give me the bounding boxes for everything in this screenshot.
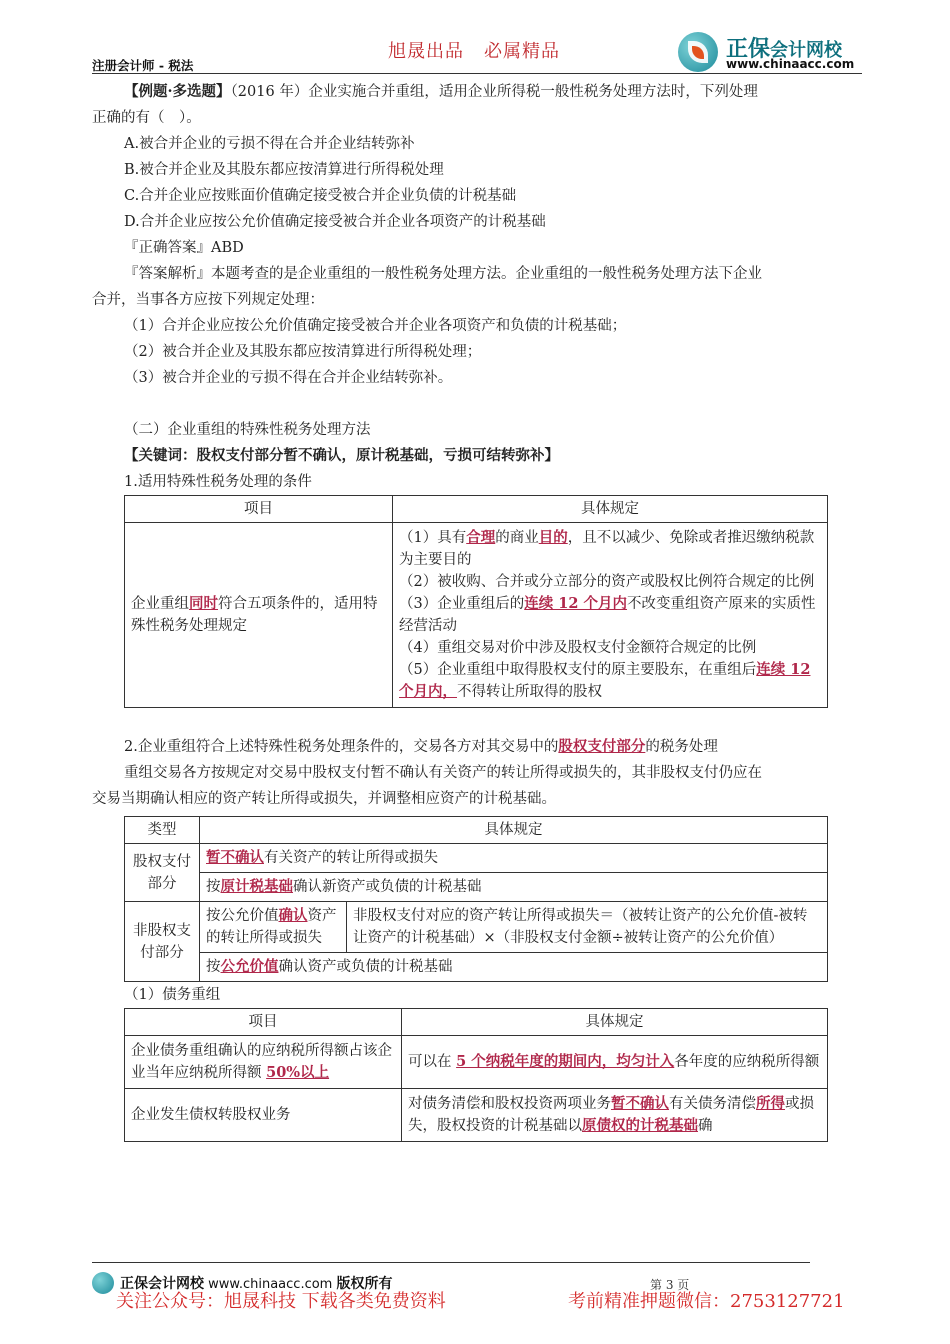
table-header: 项目 <box>125 1009 402 1036</box>
table-cell: 可以在 5 个纳税年度的期间内，均匀计入各年度的应纳税所得额 <box>402 1036 828 1089</box>
option-b: B.被合并企业及其股东都应按清算进行所得税处理 <box>124 162 444 178</box>
conditions-table <box>124 495 828 708</box>
section-keywords: 【关键词：股权支付部分暂不确认，原计税基础，亏损可结转弥补】 <box>124 447 559 464</box>
option-d: D.合并企业应按公允价值确定接受被合并企业各项资产的计税基础 <box>124 214 546 230</box>
table-cell: 暂不确认有关资产的转让所得或损失 <box>200 844 828 873</box>
table-cell: 非股权支付对应的资产转让所得或损失＝（被转让资产的公允价值-被转让资产的计税基础）×（非股权支付金额÷被转让资产的公允价值） <box>347 902 828 953</box>
analysis-point-1: （1）合并企业应按公允价值确定接受被合并企业各项资产和负债的计税基础； <box>124 318 627 334</box>
condition-5: （5）企业重组中取得股权支付的原主要股东，在重组后连续 12 个月内，不得转让所取得的股权 <box>399 661 811 700</box>
payment-type-table <box>124 816 828 982</box>
table-cell: 企业重组同时符合五项条件的，适用特殊性税务处理规定 <box>125 523 393 708</box>
conditions-heading: 1.适用特殊性税务处理的条件 <box>124 474 312 490</box>
debt-restructuring-table <box>124 1008 828 1142</box>
condition-2: （2）被收购、合并或分立部分的资产或股权比例符合规定的比例 <box>399 574 815 590</box>
logo-mark-icon <box>678 32 718 72</box>
header-slogan <box>388 37 560 63</box>
analysis-point-2: （2）被合并企业及其股东都应按清算进行所得税处理； <box>124 344 482 360</box>
equity-payment-heading: 2.企业重组符合上述特殊性税务处理条件的，交易各方对其交易中的股权支付部分的税务处理 <box>124 738 718 755</box>
table-header: 具体规定 <box>200 817 828 844</box>
footer-divider <box>92 1262 810 1263</box>
table-cell: 按公允价值确认资产的转让所得或损失 <box>200 902 347 953</box>
header-divider <box>92 73 862 74</box>
table-header: 项目 <box>125 496 393 523</box>
equity-payment-para: 重组交易各方按规定对交易中股权支付暂不确认有关资产的转让所得或损失的，其非股权支付仍应在 <box>124 765 762 781</box>
logo-name: 正保会计网校 <box>726 37 843 62</box>
question-stem-cont: 正确的有（ ）。 <box>92 110 201 126</box>
table-cell: 企业债务重组确认的应纳税所得额占该企业当年应纳税所得额 50%以上 <box>125 1036 402 1089</box>
table-header: 具体规定 <box>402 1009 828 1036</box>
analysis-point-3: （3）被合并企业的亏损不得在合并企业结转弥补。 <box>124 370 453 386</box>
condition-1: （1）具有合理的商业目的，且不以减少、免除或者推迟缴纳税款为主要目的 <box>399 529 815 568</box>
table-cell: 企业发生债权转股权业务 <box>125 1089 402 1142</box>
table-header: 具体规定 <box>393 496 828 523</box>
logo-url: www.chinaacc.com <box>726 57 855 71</box>
table-row <box>125 1036 828 1089</box>
table-header-row <box>125 817 828 844</box>
table-cell <box>393 523 828 708</box>
document-body <box>92 79 862 1142</box>
header-course-title: 注册会计师 - 税法 <box>92 58 194 73</box>
condition-3: （3）企业重组后的连续 12 个月内不改变重组资产原来的实质性经营活动 <box>399 595 816 634</box>
condition-4: （4）重组交易对价中涉及股权支付金额符合规定的比例 <box>399 640 757 656</box>
equity-payment-para-cont: 交易当期确认相应的资产转让所得或损失，并调整相应资产的计税基础。 <box>92 791 556 807</box>
table-row <box>125 844 828 873</box>
table-row <box>125 902 828 953</box>
answer-analysis: 『答案解析』本题考查的是企业重组的一般性税务处理方法。企业重组的一般性税务处理方法下企业 <box>124 266 762 282</box>
table-cell: 按原计税基础确认新资产或负债的计税基础 <box>200 873 828 902</box>
header-slogan-2: 必属精品 <box>484 41 560 62</box>
table-cell: 对债务清偿和股权投资两项业务暂不确认有关债务清偿所得或损失，股权投资的计税基础以原债权的计税基础确 <box>402 1089 828 1142</box>
debt-restructuring-heading: （1）债务重组 <box>124 987 221 1003</box>
page-number: 第 3 页 <box>650 1278 690 1292</box>
table-cell: 股权支付部分 <box>125 844 200 902</box>
footer-copyright: 正保会计网校 www.chinaacc.com 版权所有 <box>120 1276 393 1292</box>
table-header-row <box>125 1009 828 1036</box>
table-cell: 非股权支付部分 <box>125 902 200 982</box>
chinaacc-logo <box>678 30 878 74</box>
table-header-row <box>125 496 828 523</box>
header-slogan-1: 旭晟出品 <box>388 41 464 62</box>
table-row <box>125 523 828 708</box>
table-row <box>125 953 828 982</box>
answer-analysis-cont: 合并，当事各方应按下列规定处理： <box>92 292 324 308</box>
option-c: C.合并企业应按账面价值确定接受被合并企业负债的计税基础 <box>124 188 517 204</box>
section-title: （二）企业重组的特殊性税务处理方法 <box>124 422 371 438</box>
question-stem: 【例题·多选题】（2016 年）企业实施合并重组，适用企业所得税一般性税务处理方法时，下列处理 <box>124 83 758 100</box>
footer-logo-icon <box>92 1272 114 1294</box>
table-row <box>125 1089 828 1142</box>
table-cell: 按公允价值确认资产或负债的计税基础 <box>200 953 828 982</box>
table-row <box>125 873 828 902</box>
table-header: 类型 <box>125 817 200 844</box>
footer-promo-left: 关注公众号：旭晟科技 下载各类免费资料 <box>116 1291 446 1312</box>
option-a: A.被合并企业的亏损不得在合并企业结转弥补 <box>124 136 415 152</box>
correct-answer: 『正确答案』ABD <box>124 240 244 256</box>
footer-promo-right: 考前精准押题微信：2753127721 <box>568 1291 845 1312</box>
